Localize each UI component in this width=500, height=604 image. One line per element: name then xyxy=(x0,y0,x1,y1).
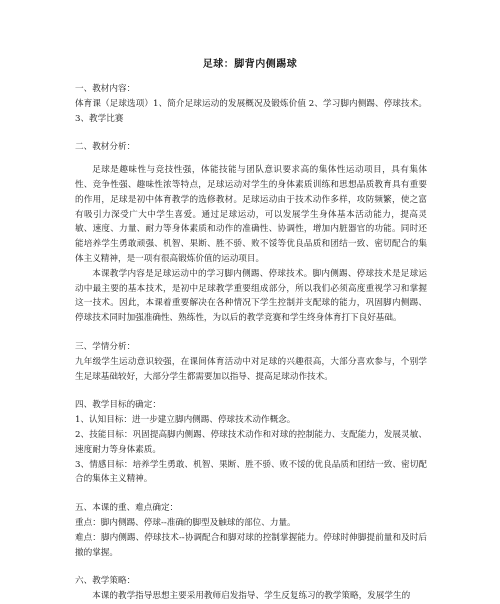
spacer xyxy=(75,487,427,501)
document-title: 足球：脚背内侧踢球 xyxy=(202,59,298,70)
section-4-heading: 四、教学目标的确定： xyxy=(75,400,161,411)
section-2-paragraph-1: 足球是趣味性与竞技性强，体能技能与团队意识要求高的集体性运动项目，具有集体性、竞争性强、趣味性浓等特点，足球运动对学生的身体素质训练和思想品质教育具有重要的作用，足球是初中体育教学的选修教材。足球运动由于技术动作多样，攻防频繁，使之富有吸引力深受广大中学生喜爱。通过足球运动，可以发展学生身体基本活动能力，提高灵敏、速度、力量、耐力等身体素质和动作的准确性、协调性，增加内脏器官的功能。同时还能培养学生勇敢顽强、机智、果断、胜不骄、败不馁等优良品质和团结一致、密切配合的集体主义精神，是一项有很高锻炼价值的运动项目。 xyxy=(75,165,427,264)
section-3-body: 九年级学生运动意识较强，在课间体育活动中对足球的兴趣很高，大部分喜欢参与，个别学生足球基础较好，大部分学生都需要加以指导、提高足球动作技术。 xyxy=(75,356,427,382)
section-5-heading: 五、本课的重、难点确定： xyxy=(75,503,179,514)
spacer xyxy=(75,155,427,163)
goal-affective: 3、情感目标：培养学生勇敢、机智、果断、胜不骄、败不馁的优良品质和团结一致、密切配合的集体主义精神。 xyxy=(75,459,427,485)
document-body xyxy=(75,82,427,604)
section-3-heading: 三、学情分析： xyxy=(75,341,136,352)
spacer xyxy=(75,126,427,140)
section-1-body: 体育课（足球选项）1、简介足球运动的发展概况及锻炼价值 2、学习脚内侧踢、停球技术。3、教学比赛 xyxy=(75,98,427,124)
goal-cognitive: 1、认知目标：进一步建立脚内侧踢、停球技术动作概念。 xyxy=(75,415,296,426)
section-6-body: 本课的教学指导思想主要采用教师启发指导、学生反复练习的教学策略，发展学生的 xyxy=(92,591,411,602)
section-2-heading: 二、教材分析： xyxy=(75,142,136,153)
difficult-point: 难点：脚内侧踢、停球技术--协调配合和脚对球的控制掌握能力。停球时伸脚提前量和及时后撤的掌握。 xyxy=(75,532,427,558)
section-6-heading: 六、教学策略： xyxy=(75,576,136,587)
section-2-paragraph-2: 本课教学内容是足球运动中的学习脚内侧踢、停球技术。脚内侧踢、停球技术是足球运动中最主要的基本技术，是初中足球教学重要组成部分，所以我们必须高度重视学习和掌握这一技术。因此，本课着重要解决在各种情况下学生控制并支配球的能力，巩固脚内侧踢、停球技术同时加强准确性、熟练性，为以后的教学竞赛和学生终身体育打下良好基础。 xyxy=(75,268,427,324)
spacer xyxy=(75,326,427,340)
goal-skill: 2、技能目标：巩固提高脚内侧踢、停球技术动作和对球的控制能力、支配能力，发展灵敏、速度耐力等身体素质。 xyxy=(75,429,427,455)
spacer xyxy=(75,384,427,398)
key-point: 重点：脚内侧踢、停球--准确的脚型及触球的部位、力量。 xyxy=(75,517,296,528)
spacer xyxy=(75,560,427,574)
section-1-heading: 一、教材内容： xyxy=(75,84,136,94)
